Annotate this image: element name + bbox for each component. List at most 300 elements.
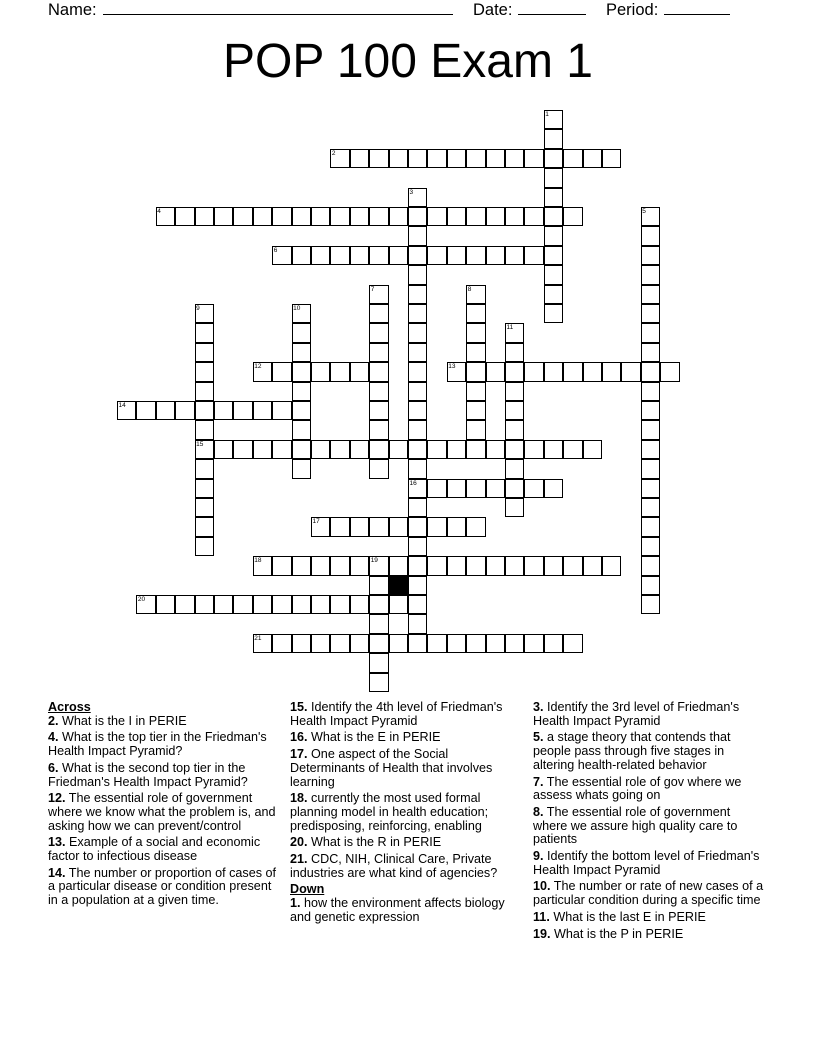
crossword-cell[interactable] xyxy=(272,401,291,420)
crossword-cell[interactable] xyxy=(292,246,311,265)
crossword-cell[interactable] xyxy=(408,382,427,401)
crossword-cell[interactable] xyxy=(544,479,563,498)
crossword-cell[interactable] xyxy=(583,556,602,575)
crossword-cell[interactable] xyxy=(466,556,485,575)
crossword-cell[interactable] xyxy=(466,323,485,342)
crossword-cell[interactable] xyxy=(311,634,330,653)
down-clue xyxy=(533,911,765,925)
crossword-cell[interactable] xyxy=(524,149,543,168)
crossword-cell[interactable] xyxy=(369,420,388,439)
crossword-cell[interactable] xyxy=(544,634,563,653)
crossword-cell[interactable] xyxy=(486,246,505,265)
crossword-cell[interactable] xyxy=(544,246,563,265)
crossword-cell[interactable] xyxy=(524,479,543,498)
clue-number-label: 14. xyxy=(48,865,66,880)
crossword-cell[interactable] xyxy=(544,556,563,575)
crossword-cell[interactable] xyxy=(311,362,330,381)
crossword-cell[interactable] xyxy=(292,362,311,381)
clue-number: 21 xyxy=(254,634,262,642)
clue-number: 13 xyxy=(448,363,456,371)
crossword-cell[interactable] xyxy=(233,401,252,420)
crossword-cell[interactable] xyxy=(524,246,543,265)
crossword-cell[interactable] xyxy=(427,517,446,536)
across-clue xyxy=(48,731,280,758)
crossword-cell[interactable] xyxy=(408,440,427,459)
crossword-cell[interactable] xyxy=(195,517,214,536)
crossword-cell[interactable] xyxy=(272,440,291,459)
clue-number-label: 15. xyxy=(290,700,308,714)
crossword-cell[interactable] xyxy=(505,246,524,265)
crossword-cell[interactable] xyxy=(195,537,214,556)
crossword-cell[interactable] xyxy=(292,634,311,653)
crossword-cell[interactable] xyxy=(505,440,524,459)
crossword-cell[interactable] xyxy=(505,401,524,420)
crossword-cell[interactable] xyxy=(583,362,602,381)
crossword-cell[interactable] xyxy=(408,517,427,536)
crossword-cell[interactable] xyxy=(292,420,311,439)
clue-text: Identify the 3rd level of Friedman's Health Impact Pyramid xyxy=(533,700,740,728)
down-clue xyxy=(533,880,765,907)
crossword-cell[interactable] xyxy=(427,634,446,653)
crossword-cell[interactable] xyxy=(408,362,427,381)
crossword-cell[interactable] xyxy=(583,149,602,168)
crossword-cell[interactable] xyxy=(369,576,388,595)
crossword-cell[interactable] xyxy=(427,207,446,226)
clue-number-label: 7. xyxy=(533,774,544,789)
crossword-cell[interactable] xyxy=(486,479,505,498)
crossword-cell[interactable] xyxy=(253,207,272,226)
crossword-cell[interactable] xyxy=(389,440,408,459)
crossword-cell[interactable] xyxy=(408,265,427,284)
crossword-cell[interactable] xyxy=(544,285,563,304)
clue-text: Identify the bottom level of Friedman's Health Impact Pyramid xyxy=(533,849,760,877)
clue-text: What is the last E in PERIE xyxy=(553,909,706,924)
crossword-cell[interactable] xyxy=(447,440,466,459)
crossword-cell[interactable] xyxy=(641,265,660,284)
clue-number: 9 xyxy=(196,305,200,312)
clue-number-label: 6. xyxy=(48,760,59,775)
crossword-cell[interactable] xyxy=(389,634,408,653)
crossword-cell[interactable] xyxy=(641,479,660,498)
crossword-cell[interactable] xyxy=(330,440,349,459)
crossword-cell[interactable] xyxy=(641,537,660,556)
crossword-cell[interactable] xyxy=(253,440,272,459)
crossword-cell[interactable] xyxy=(408,595,427,614)
crossword-cell[interactable] xyxy=(369,673,388,692)
clue-number: 5 xyxy=(642,208,646,215)
crossword-cell[interactable] xyxy=(466,420,485,439)
down-clue xyxy=(533,776,765,803)
clue-number: 1 xyxy=(545,111,549,118)
crossword-cell[interactable] xyxy=(233,595,252,614)
crossword-cell[interactable] xyxy=(311,556,330,575)
crossword-cell[interactable] xyxy=(641,576,660,595)
across-clue xyxy=(48,792,280,833)
crossword-cell[interactable] xyxy=(524,207,543,226)
crossword-cell[interactable] xyxy=(486,207,505,226)
crossword-cell[interactable] xyxy=(272,634,291,653)
period-label: Period: xyxy=(606,1,659,19)
clue-number-label: 5. xyxy=(533,730,544,745)
across-clue xyxy=(48,836,280,863)
crossword-cell[interactable] xyxy=(466,517,485,536)
crossword-cell[interactable] xyxy=(505,149,524,168)
crossword-cell[interactable] xyxy=(466,246,485,265)
crossword-cell[interactable] xyxy=(330,556,349,575)
clue-text: a stage theory that contends that people pass through five stages in altering health-related behavior xyxy=(533,730,731,772)
crossword-cell[interactable] xyxy=(195,420,214,439)
crossword-cell[interactable] xyxy=(602,556,621,575)
crossword-cell[interactable] xyxy=(195,401,214,420)
crossword-cell[interactable] xyxy=(427,479,446,498)
crossword-cell[interactable] xyxy=(641,595,660,614)
crossword-cell[interactable] xyxy=(524,362,543,381)
crossword-cell[interactable] xyxy=(466,479,485,498)
crossword-cell[interactable] xyxy=(253,401,272,420)
crossword-cell[interactable] xyxy=(486,362,505,381)
crossword-cell[interactable] xyxy=(466,401,485,420)
crossword-cell[interactable] xyxy=(350,207,369,226)
crossword-cell[interactable] xyxy=(544,129,563,148)
crossword-cell[interactable] xyxy=(641,362,660,381)
crossword-cell[interactable] xyxy=(330,246,349,265)
crossword-cell[interactable] xyxy=(195,498,214,517)
crossword-cell[interactable] xyxy=(408,537,427,556)
crossword-cell[interactable] xyxy=(641,226,660,245)
clue-number: 20 xyxy=(137,596,146,603)
crossword-cell[interactable] xyxy=(486,556,505,575)
crossword-cell[interactable] xyxy=(214,595,233,614)
crossword-cell[interactable] xyxy=(195,362,214,381)
crossword-cell[interactable] xyxy=(175,207,194,226)
crossword-cell[interactable] xyxy=(350,556,369,575)
crossword-cell[interactable] xyxy=(466,634,485,653)
crossword-cell[interactable] xyxy=(408,207,427,226)
crossword-cell[interactable] xyxy=(350,517,369,536)
crossword-cell[interactable] xyxy=(369,517,388,536)
crossword-cell[interactable] xyxy=(427,246,446,265)
crossword-cell[interactable] xyxy=(292,323,311,342)
down-clue xyxy=(290,897,524,924)
down-clue xyxy=(533,731,765,772)
crossword-cell[interactable] xyxy=(195,479,214,498)
down-clues-part-1 xyxy=(290,897,524,924)
crossword-cell[interactable] xyxy=(505,382,524,401)
crossword-cell[interactable] xyxy=(195,459,214,478)
across-clue xyxy=(290,836,524,850)
crossword-cell[interactable] xyxy=(641,323,660,342)
crossword-cell[interactable] xyxy=(369,149,388,168)
crossword-cell[interactable] xyxy=(408,498,427,517)
crossword-cell[interactable] xyxy=(408,246,427,265)
crossword-cell[interactable] xyxy=(214,401,233,420)
crossword-cell[interactable] xyxy=(195,382,214,401)
crossword-cell[interactable] xyxy=(389,595,408,614)
crossword-cell[interactable] xyxy=(369,382,388,401)
crossword-cell[interactable] xyxy=(544,362,563,381)
crossword-cell[interactable] xyxy=(311,595,330,614)
crossword-cell[interactable] xyxy=(621,362,640,381)
clue-text: Example of a social and economic factor to infectious disease xyxy=(48,835,261,864)
crossword-cell[interactable] xyxy=(195,595,214,614)
crossword-cell[interactable] xyxy=(641,343,660,362)
crossword-cell[interactable] xyxy=(427,440,446,459)
clue-number: 14 xyxy=(118,402,126,409)
crossword-cell[interactable] xyxy=(641,459,660,478)
crossword-cell[interactable] xyxy=(195,323,214,342)
crossword-cell[interactable] xyxy=(466,440,485,459)
crossword-cell[interactable] xyxy=(641,440,660,459)
clue-number-label: 16. xyxy=(290,730,308,745)
crossword-cell[interactable] xyxy=(253,595,272,614)
crossword-cell[interactable] xyxy=(408,304,427,323)
crossword-cell[interactable] xyxy=(330,634,349,653)
crossword-cell[interactable] xyxy=(544,304,563,323)
crossword-cell[interactable] xyxy=(660,362,679,381)
crossword-cell[interactable] xyxy=(505,556,524,575)
crossword-cell[interactable] xyxy=(369,207,388,226)
crossword-cell[interactable] xyxy=(369,440,388,459)
crossword-cell[interactable] xyxy=(272,207,291,226)
clue-number-label: 19. xyxy=(533,926,551,941)
clue-text: CDC, NIH, Clinical Care, Private industries are what kind of agencies? xyxy=(290,852,498,880)
crossword-cell[interactable] xyxy=(330,207,349,226)
crossword-cell[interactable] xyxy=(292,556,311,575)
crossword-cell[interactable] xyxy=(389,207,408,226)
crossword-cell[interactable] xyxy=(369,614,388,633)
crossword-cell[interactable] xyxy=(447,556,466,575)
clue-number: 8 xyxy=(467,285,472,293)
crossword-cell[interactable] xyxy=(389,517,408,536)
crossword-cell[interactable] xyxy=(641,517,660,536)
crossword-cell[interactable] xyxy=(408,226,427,245)
crossword-cell[interactable] xyxy=(408,149,427,168)
crossword-cell[interactable] xyxy=(233,440,252,459)
crossword-cell[interactable] xyxy=(505,459,524,478)
across-heading: Across xyxy=(48,700,91,714)
crossword-cell[interactable] xyxy=(524,556,543,575)
crossword-cell[interactable] xyxy=(563,149,582,168)
clue-text: What is the R in PERIE xyxy=(311,835,442,850)
crossword-cell[interactable] xyxy=(544,168,563,187)
crossword-cell[interactable] xyxy=(427,556,446,575)
across-clue xyxy=(48,762,280,789)
crossword-cell[interactable] xyxy=(447,517,466,536)
clue-text: What is the P in PERIE xyxy=(554,926,684,941)
crossword-cell[interactable] xyxy=(544,226,563,245)
crossword-cell[interactable] xyxy=(408,323,427,342)
crossword-cell[interactable] xyxy=(505,498,524,517)
crossword-cell[interactable] xyxy=(505,420,524,439)
crossword-cell[interactable] xyxy=(369,595,388,614)
crossword-cell[interactable] xyxy=(292,440,311,459)
crossword-cell[interactable] xyxy=(544,149,563,168)
crossword-cell[interactable] xyxy=(369,343,388,362)
crossword-cell[interactable] xyxy=(369,634,388,653)
crossword-cell[interactable] xyxy=(292,343,311,362)
crossword-cell[interactable] xyxy=(369,323,388,342)
crossword-cell[interactable] xyxy=(466,207,485,226)
crossword-cell[interactable] xyxy=(292,595,311,614)
crossword-cell[interactable] xyxy=(408,401,427,420)
clues-column-1 xyxy=(48,701,280,911)
crossword-cell[interactable] xyxy=(408,285,427,304)
crossword-cell[interactable] xyxy=(544,207,563,226)
clue-number-label: 9. xyxy=(533,849,544,864)
clue-text: currently the most used formal planning model in health education; predisposing, reinforcing, enabling xyxy=(290,791,489,833)
crossword-cell[interactable] xyxy=(292,401,311,420)
crossword-cell[interactable] xyxy=(389,246,408,265)
crossword-cell[interactable] xyxy=(641,401,660,420)
crossword-cell[interactable] xyxy=(447,149,466,168)
crossword-cell[interactable] xyxy=(311,207,330,226)
crossword-cell[interactable] xyxy=(466,343,485,362)
clue-number: 10 xyxy=(293,305,301,312)
crossword-cell[interactable] xyxy=(195,207,214,226)
clue-text: What is the E in PERIE xyxy=(311,730,441,745)
crossword-cell[interactable] xyxy=(602,149,621,168)
crossword-cell[interactable] xyxy=(369,459,388,478)
crossword-cell[interactable] xyxy=(524,634,543,653)
crossword-cell[interactable] xyxy=(214,207,233,226)
crossword-cell[interactable] xyxy=(350,440,369,459)
crossword-cell[interactable] xyxy=(524,440,543,459)
clue-text: Identify the 4th level of Friedman's Health Impact Pyramid xyxy=(290,700,503,728)
crossword-cell[interactable] xyxy=(641,498,660,517)
crossword-cell[interactable] xyxy=(641,246,660,265)
crossword-cell[interactable] xyxy=(408,576,427,595)
crossword-cell[interactable] xyxy=(641,420,660,439)
crossword-cell[interactable] xyxy=(641,285,660,304)
crossword-cell[interactable] xyxy=(505,362,524,381)
crossword-cell[interactable] xyxy=(369,246,388,265)
crossword-cell[interactable] xyxy=(563,556,582,575)
crossword-cell[interactable] xyxy=(330,595,349,614)
crossword-cell[interactable] xyxy=(641,556,660,575)
crossword-cell[interactable] xyxy=(544,188,563,207)
crossword-cell[interactable] xyxy=(311,246,330,265)
crossword-cell[interactable] xyxy=(408,420,427,439)
crossword-cell[interactable] xyxy=(136,401,155,420)
crossword-cell[interactable] xyxy=(486,149,505,168)
crossword-cell[interactable] xyxy=(272,362,291,381)
crossword-cell[interactable] xyxy=(447,246,466,265)
clue-number-label: 8. xyxy=(533,804,544,819)
crossword-cell[interactable] xyxy=(641,382,660,401)
crossword-cell[interactable] xyxy=(292,382,311,401)
crossword-cell[interactable] xyxy=(389,556,408,575)
crossword-cell[interactable] xyxy=(505,343,524,362)
across-clue xyxy=(290,853,524,880)
crossword-cell[interactable] xyxy=(466,304,485,323)
crossword-cell[interactable] xyxy=(408,556,427,575)
crossword-cell[interactable] xyxy=(350,362,369,381)
crossword-cell[interactable] xyxy=(369,304,388,323)
crossword-cell[interactable] xyxy=(408,343,427,362)
crossword-cell[interactable] xyxy=(330,517,349,536)
crossword-cell[interactable] xyxy=(505,634,524,653)
crossword-cell[interactable] xyxy=(408,459,427,478)
crossword-cell[interactable] xyxy=(330,362,349,381)
crossword-cell[interactable] xyxy=(156,595,175,614)
clue-number: 15 xyxy=(196,440,204,448)
across-clue xyxy=(290,748,524,789)
page-title: POP 100 Exam 1 xyxy=(223,35,593,88)
crossword-cell[interactable] xyxy=(486,634,505,653)
crossword-cell[interactable] xyxy=(214,440,233,459)
clue-number-label: 13. xyxy=(48,835,66,850)
crossword-cell[interactable] xyxy=(583,440,602,459)
clue-number-label: 20. xyxy=(290,835,308,850)
crossword-cell[interactable] xyxy=(369,653,388,672)
crossword-cell[interactable] xyxy=(466,149,485,168)
crossword-cell[interactable] xyxy=(369,401,388,420)
across-clue xyxy=(48,867,280,908)
crossword-cell[interactable] xyxy=(563,440,582,459)
crossword-cell[interactable] xyxy=(602,362,621,381)
crossword-cell[interactable] xyxy=(408,634,427,653)
crossword-cell[interactable] xyxy=(447,634,466,653)
crossword-cell[interactable] xyxy=(563,362,582,381)
crossword-cell[interactable] xyxy=(233,207,252,226)
down-clue xyxy=(533,850,765,877)
across-clue xyxy=(290,701,524,728)
date-label: Date: xyxy=(473,1,513,19)
crossword-cell[interactable] xyxy=(272,556,291,575)
across-clue xyxy=(290,792,524,833)
crossword-cell[interactable] xyxy=(175,595,194,614)
crossword-cell[interactable] xyxy=(563,634,582,653)
crossword-cell[interactable] xyxy=(350,634,369,653)
crossword-cell[interactable] xyxy=(505,207,524,226)
clue-number-label: 10. xyxy=(533,879,551,894)
crossword-cell[interactable] xyxy=(427,149,446,168)
crossword-cell[interactable] xyxy=(311,440,330,459)
clues-column-2 xyxy=(290,701,524,928)
crossword-cell[interactable] xyxy=(505,479,524,498)
clue-number: 2 xyxy=(331,149,336,157)
clue-number-label: 11. xyxy=(533,909,550,924)
down-clue xyxy=(533,806,765,847)
crossword-cell[interactable] xyxy=(389,149,408,168)
crossword-cell[interactable] xyxy=(563,207,582,226)
across-clues-part-2 xyxy=(290,701,524,880)
crossword-cell[interactable] xyxy=(447,207,466,226)
crossword-cell[interactable] xyxy=(544,440,563,459)
crossword-cell[interactable] xyxy=(195,343,214,362)
crossword-cell[interactable] xyxy=(466,362,485,381)
crossword-cell[interactable] xyxy=(272,595,291,614)
clue-number-label: 4. xyxy=(48,730,59,745)
clue-number: 3 xyxy=(409,188,414,196)
clue-number: 18 xyxy=(254,557,262,565)
crossword-cell[interactable] xyxy=(350,246,369,265)
crossword-cell[interactable] xyxy=(292,459,311,478)
crossword-cell[interactable] xyxy=(350,595,369,614)
clue-number-label: 12. xyxy=(48,791,66,806)
crossword-cell[interactable] xyxy=(544,265,563,284)
crossword-cell[interactable] xyxy=(447,479,466,498)
crossword-cell[interactable] xyxy=(466,382,485,401)
crossword-cell[interactable] xyxy=(292,207,311,226)
crossword-cell[interactable] xyxy=(350,149,369,168)
crossword-cell[interactable] xyxy=(408,614,427,633)
crossword-cell[interactable] xyxy=(175,401,194,420)
crossword-cell[interactable] xyxy=(486,440,505,459)
crossword-cell[interactable] xyxy=(369,362,388,381)
crossword-cell[interactable] xyxy=(156,401,175,420)
crossword-cell[interactable] xyxy=(641,304,660,323)
